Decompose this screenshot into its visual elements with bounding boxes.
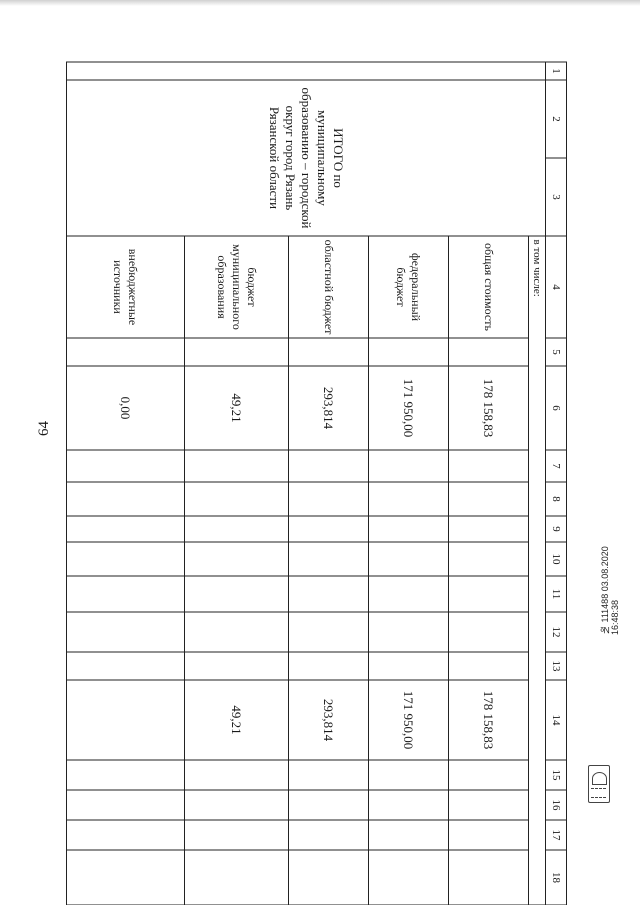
- col-num-18: 18: [546, 850, 567, 905]
- in-that-number-row: [529, 62, 546, 905]
- empty-cell: [185, 482, 289, 516]
- empty-cell: [185, 542, 289, 576]
- col6-value: 0,00: [67, 366, 185, 450]
- empty-cell: [67, 760, 185, 790]
- empty-cell: [289, 652, 369, 680]
- col-num-12: 12: [546, 612, 567, 652]
- empty-cell: [289, 760, 369, 790]
- registration-stamp: № 111488 03.08.2020 16:48:38: [600, 546, 620, 635]
- row-label: бюджет муниципального образования: [185, 236, 289, 338]
- empty-cell: [67, 482, 185, 516]
- seal-emblem-icon: [588, 765, 610, 803]
- empty-cell: [289, 542, 369, 576]
- empty-cell: [185, 652, 289, 680]
- col6-value: 171 950,00: [369, 366, 449, 450]
- empty-cell: [67, 850, 185, 905]
- row-label: областной бюджет: [289, 236, 369, 338]
- col-num-13: 13: [546, 652, 567, 680]
- empty-cell: [289, 516, 369, 542]
- empty-cell: [185, 820, 289, 850]
- row-label: внебюджетные источники: [67, 236, 185, 338]
- col6-value: 178 158,83: [449, 366, 529, 450]
- empty-cell: [289, 612, 369, 652]
- empty-cell: [185, 850, 289, 905]
- col14-value: 49,21: [185, 680, 289, 760]
- col-num-16: 16: [546, 790, 567, 820]
- empty-cell: [67, 790, 185, 820]
- empty-cell: [67, 612, 185, 652]
- col14-value: [67, 680, 185, 760]
- empty-cell: [449, 542, 529, 576]
- col-num-15: 15: [546, 760, 567, 790]
- col-num-5: 5: [546, 338, 567, 366]
- col6-value: 49,21: [185, 366, 289, 450]
- empty-cell: [67, 516, 185, 542]
- col-num-11: 11: [546, 576, 567, 612]
- empty-cell: [369, 338, 449, 366]
- empty-cell: [369, 612, 449, 652]
- col-num-17: 17: [546, 820, 567, 850]
- empty-cell: [185, 450, 289, 482]
- empty-cell: [369, 450, 449, 482]
- empty-cell: [185, 760, 289, 790]
- empty-cell: [449, 820, 529, 850]
- empty-cell: [369, 652, 449, 680]
- col-num-9: 9: [546, 516, 567, 542]
- empty-cell: [289, 450, 369, 482]
- col-num-8: 8: [546, 482, 567, 516]
- empty-cell: [289, 790, 369, 820]
- total-label-cell: ИТОГО по муниципальному образованию – городской округ город Рязань Рязанской области: [67, 80, 546, 236]
- empty-cell: [67, 820, 185, 850]
- empty-cell: [369, 760, 449, 790]
- empty-cell: [369, 516, 449, 542]
- row-label: общая стоимость: [449, 236, 529, 338]
- rotated-table-wrapper: [73, 61, 567, 883]
- empty-cell: [289, 482, 369, 516]
- empty-cell: [369, 542, 449, 576]
- col-num-4: 4: [546, 236, 567, 338]
- empty-cell: [449, 450, 529, 482]
- empty-cell: [289, 338, 369, 366]
- column-number-row: [546, 62, 567, 905]
- col6-value: 293,814: [289, 366, 369, 450]
- empty-cell: [449, 612, 529, 652]
- empty-cell: [449, 760, 529, 790]
- empty-cell: [67, 576, 185, 612]
- empty-cell: [67, 652, 185, 680]
- empty-cell: [185, 576, 289, 612]
- empty-cell: [449, 516, 529, 542]
- empty-cell: [369, 850, 449, 905]
- empty-cell: [67, 450, 185, 482]
- col-num-6: 6: [546, 366, 567, 450]
- summary-table: [66, 61, 567, 905]
- col-num-3: 3: [546, 158, 567, 236]
- empty-col-1: [67, 62, 546, 80]
- empty-cell: [449, 850, 529, 905]
- empty-cell: [369, 482, 449, 516]
- empty-cell: [289, 850, 369, 905]
- col-num-7: 7: [546, 450, 567, 482]
- page-number: 64: [36, 421, 52, 436]
- empty-cell: [185, 790, 289, 820]
- row-label: федеральный бюджет: [369, 236, 449, 338]
- empty-cell: [449, 652, 529, 680]
- empty-cell: [67, 338, 185, 366]
- empty-cell: [185, 516, 289, 542]
- empty-cell: [449, 576, 529, 612]
- empty-cell: [369, 576, 449, 612]
- col-num-14: 14: [546, 680, 567, 760]
- col-num-2: 2: [546, 80, 567, 158]
- empty-cell: [449, 482, 529, 516]
- col14-value: 293,814: [289, 680, 369, 760]
- empty-cell: [185, 338, 289, 366]
- empty-cell: [449, 790, 529, 820]
- col-num-10: 10: [546, 542, 567, 576]
- empty-cell: [289, 576, 369, 612]
- empty-cell: [369, 790, 449, 820]
- empty-cell: [449, 338, 529, 366]
- in-that-number-label: в том числе:: [529, 236, 546, 905]
- col14-value: 171 950,00: [369, 680, 449, 760]
- empty-cell: [289, 820, 369, 850]
- col14-value: 178 158,83: [449, 680, 529, 760]
- empty-cell: [67, 542, 185, 576]
- empty-cell: [369, 820, 449, 850]
- col-num-1: 1: [546, 62, 567, 80]
- scan-edge: [0, 0, 640, 6]
- empty-cell: [185, 612, 289, 652]
